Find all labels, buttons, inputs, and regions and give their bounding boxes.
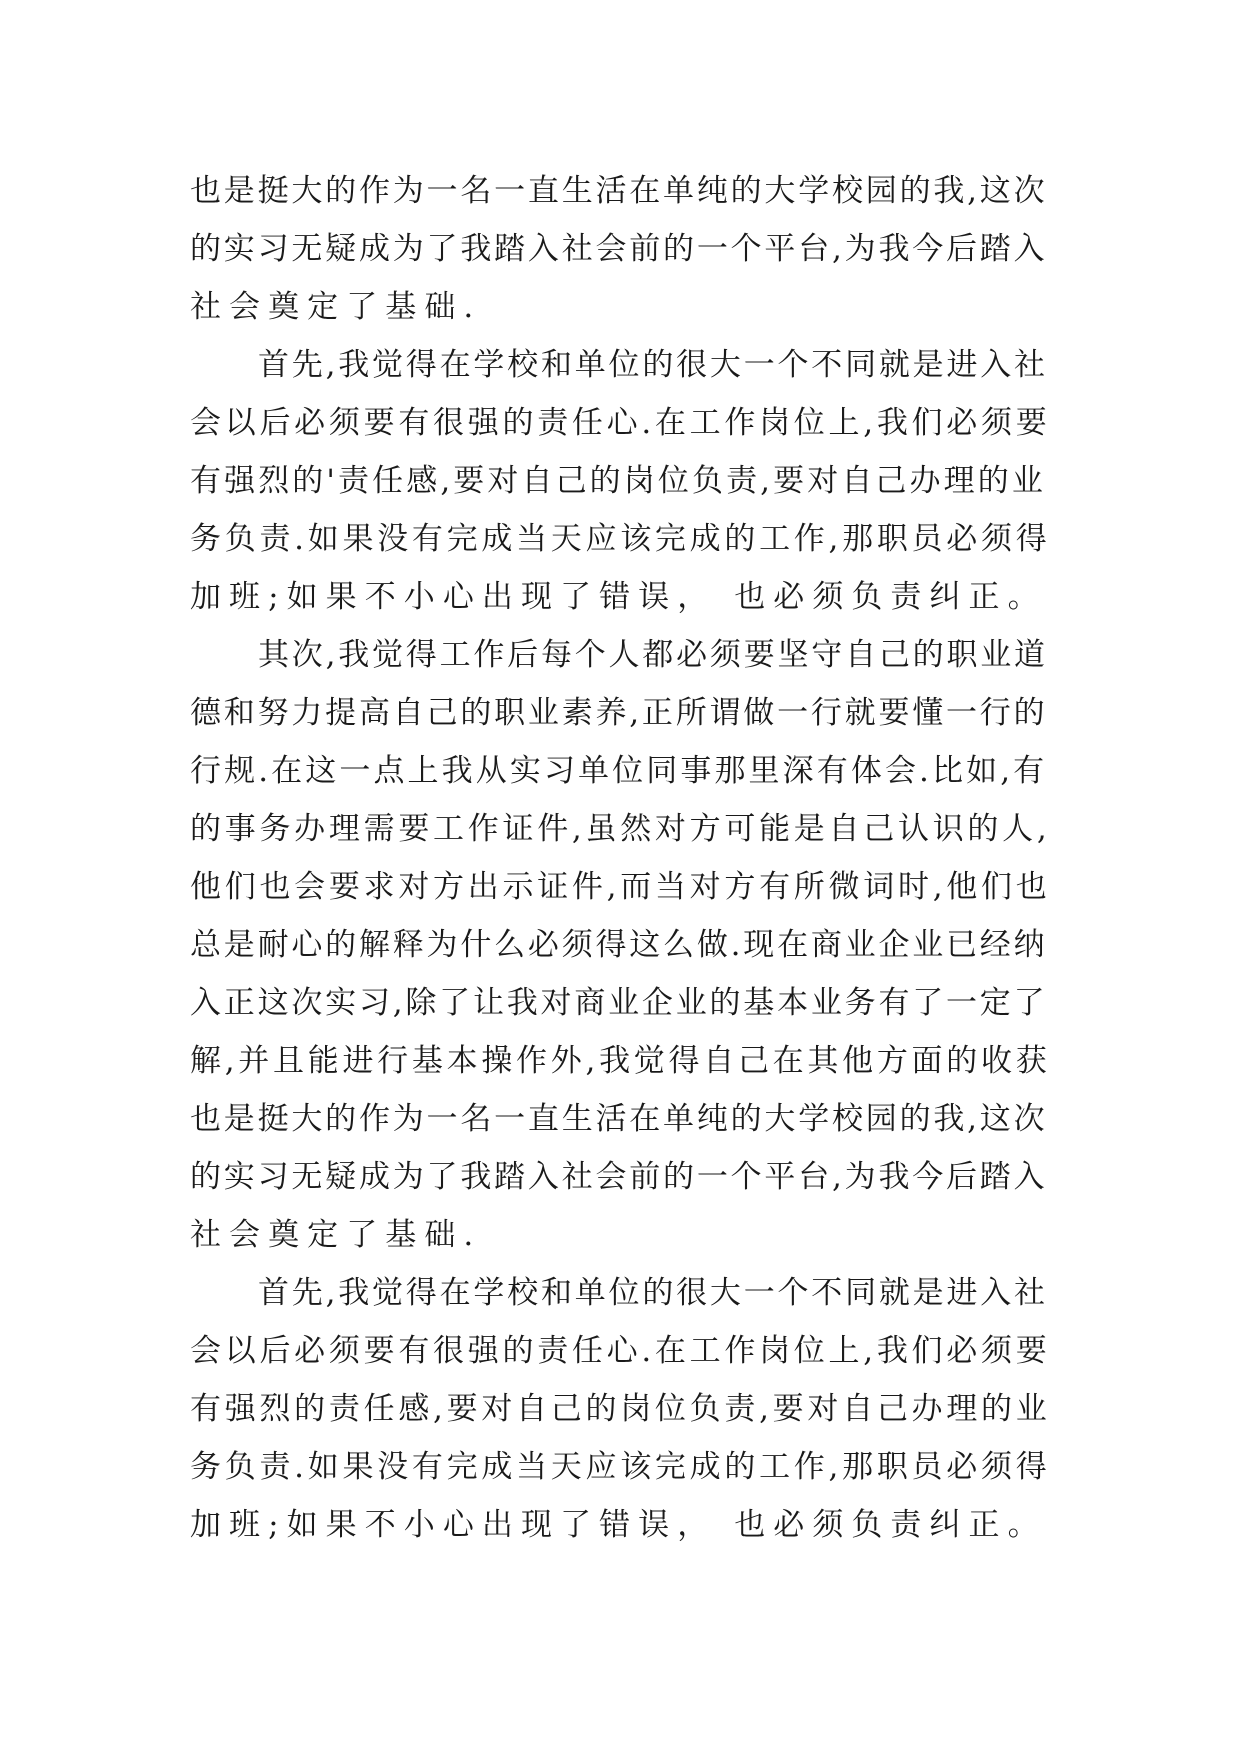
- text-line: 会以后必须要有很强的责任心.在工作岗位上,我们必须要: [190, 405, 1051, 441]
- text-line: 社会奠定了基础.: [190, 289, 482, 325]
- text-line: 行规.在这一点上我从实习单位同事那里深有体会.比如,有: [190, 753, 1048, 789]
- paragraph-first-line: 首先,我觉得在学校和单位的很大一个不同就是进入社: [258, 347, 1048, 383]
- document-body: [190, 162, 1050, 1554]
- text-line: 的事务办理需要工作证件,虽然对方可能是自己认识的人,: [190, 811, 1051, 847]
- paragraph-first-line: 首先,我觉得在学校和单位的很大一个不同就是进入社: [258, 1275, 1048, 1311]
- text-line: 入正这次实习,除了让我对商业企业的基本业务有了一定了: [190, 985, 1048, 1021]
- text-line: 会以后必须要有很强的责任心.在工作岗位上,我们必须要: [190, 1333, 1051, 1369]
- text-line: 加班;如果不小心出现了错误， 也必须负责纠正。: [190, 1507, 1047, 1543]
- text-line: 的实习无疑成为了我踏入社会前的一个平台,为我今后踏入: [190, 231, 1048, 267]
- text-line: 也是挺大的作为一名一直生活在单纯的大学校园的我,这次: [190, 1101, 1048, 1137]
- paragraph-first-line: 其次,我觉得工作后每个人都必须要坚守自己的职业道: [258, 637, 1048, 673]
- text-line: 有强烈的'责任感,要对自己的岗位负责,要对自己办理的业: [190, 463, 1046, 499]
- text-line: 的实习无疑成为了我踏入社会前的一个平台,为我今后踏入: [190, 1159, 1048, 1195]
- text-line: 总是耐心的解释为什么必须得这么做.现在商业企业已经纳: [190, 927, 1048, 963]
- text-line: 社会奠定了基础.: [190, 1217, 482, 1253]
- text-line: 也是挺大的作为一名一直生活在单纯的大学校园的我,这次: [190, 173, 1048, 209]
- text-line: 加班;如果不小心出现了错误， 也必须负责纠正。: [190, 579, 1047, 615]
- text-line: 有强烈的责任感,要对自己的岗位负责,要对自己办理的业: [190, 1391, 1051, 1427]
- text-line: 务负责.如果没有完成当天应该完成的工作,那职员必须得: [190, 1449, 1051, 1485]
- text-line: 解,并且能进行基本操作外,我觉得自己在其他方面的收获: [190, 1043, 1051, 1079]
- text-line: 他们也会要求对方出示证件,而当对方有所微词时,他们也: [190, 869, 1051, 905]
- text-line: 务负责.如果没有完成当天应该完成的工作,那职员必须得: [190, 521, 1051, 557]
- text-line: 德和努力提高自己的职业素养,正所谓做一行就要懂一行的: [190, 695, 1048, 731]
